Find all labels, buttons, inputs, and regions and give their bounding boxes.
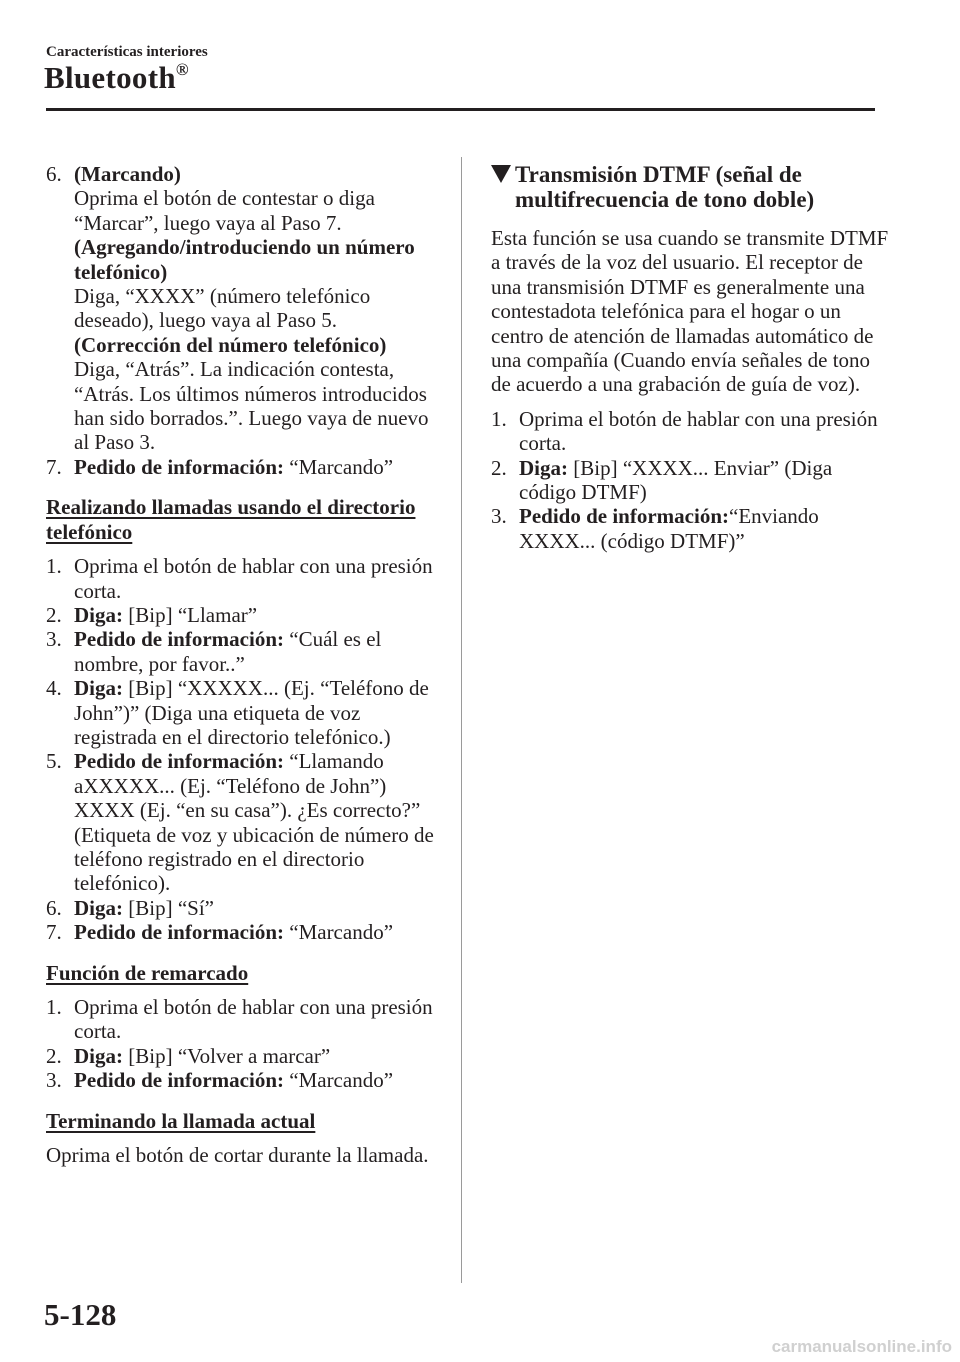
dtmf-intro: Esta función se usa cuando se transmite DTMF a través de la voz del usuario. El receptor de una transmisión DTMF es generalmente una contestadota telefónica para el hogar o un centro de atención de llamadas automático de una compañía (Cuando envía señales de tono de acuerdo a una grabación de guía de voz). — [491, 226, 889, 397]
right-column — [491, 162, 891, 553]
item-text: [Bip] “Sí” — [123, 895, 214, 920]
mode-heading-adding: (Agregando/introduciendo un número telefónico) — [74, 235, 415, 284]
item-label: Pedido de información: — [74, 749, 284, 774]
item-text: Diga, “Atrás”. La indicación contesta, “Atrás. Los últimos números introducidos han sido borrados.”. Luego vaya de nuevo al Paso 3. — [74, 357, 429, 455]
item-text: “Llamando aXXXXX... (Ej. “Teléfono de John”) XXXX (Ej. “en su casa”). ¿Es correcto?” (Etiqueta de voz y ubicación de número de teléfono registrado en el directorio telefónico). — [74, 749, 434, 896]
item-text: [Bip] “XXXX... Enviar” (Diga código DTMF) — [519, 455, 833, 505]
item-number: 1. — [46, 995, 62, 1019]
page-number: 5-128 — [44, 1297, 117, 1332]
list-item — [46, 920, 446, 944]
item-text: “Cuál es el nombre, por favor..” — [74, 627, 382, 676]
page-title-text: Bluetooth — [44, 60, 176, 95]
item-number: 2. — [46, 1043, 62, 1068]
item-label: Diga: — [74, 895, 123, 920]
section-header: Características interiores — [46, 44, 208, 60]
header-rule — [46, 108, 875, 111]
list-item — [46, 603, 446, 627]
item-text: [Bip] “Volver a marcar” — [123, 1043, 331, 1068]
list-item — [46, 455, 446, 479]
item-text: Oprima el botón de hablar con una presión corta. — [519, 406, 878, 456]
item-number: 5. — [46, 749, 62, 774]
left-column — [46, 162, 446, 1167]
item-label: Diga: — [74, 676, 123, 701]
item-number: 3. — [46, 1068, 62, 1093]
list-item — [491, 456, 891, 505]
column-divider — [461, 157, 462, 1283]
item-number: 7. — [46, 454, 62, 479]
subsection-heading-redial: Función de remarcado — [46, 960, 249, 985]
item-label: Diga: — [74, 602, 123, 627]
section-heading-dtmf — [491, 162, 891, 212]
item-number: 3. — [491, 504, 507, 529]
item-text: [Bip] “XXXXX... (Ej. “Teléfono de John”)” (Diga una etiqueta de voz registrada en el directorio telefónico.) — [74, 676, 429, 749]
list-item — [46, 1044, 446, 1068]
redial-steps — [46, 995, 446, 1093]
item-label: Pedido de información: — [74, 454, 284, 479]
item-number: 6. — [46, 895, 62, 920]
item-text: Oprima el botón de contestar o diga “Marcar”, luego vaya al Paso 7. — [74, 186, 375, 235]
item-text: Oprima el botón de hablar con una presión corta. — [74, 995, 433, 1044]
mode-heading-correction: (Corrección del número telefónico) — [74, 332, 387, 357]
item-number: 4. — [46, 676, 62, 701]
registered-mark: ® — [175, 60, 189, 79]
item-number: 2. — [46, 602, 62, 627]
item-label: Pedido de información: — [74, 1068, 284, 1093]
item-label: Diga: — [519, 455, 568, 480]
item-number: 3. — [46, 627, 62, 652]
list-item — [46, 896, 446, 920]
triangle-marker-icon — [491, 165, 511, 183]
list-item — [46, 1068, 446, 1092]
item-number: 2. — [491, 455, 507, 480]
dtmf-steps — [491, 407, 891, 553]
list-item — [46, 162, 446, 455]
item-text: Oprima el botón de hablar con una presión corta. — [74, 554, 433, 603]
item-number: 7. — [46, 920, 62, 945]
list-item — [46, 995, 446, 1044]
list-item — [46, 749, 446, 895]
item-label: Pedido de información: — [519, 504, 729, 529]
directory-steps — [46, 554, 446, 945]
item-number: 1. — [491, 406, 507, 431]
list-item — [46, 554, 446, 603]
end-call-text: Oprima el botón de cortar durante la llamada. — [46, 1143, 429, 1168]
item-text: “Marcando” — [284, 920, 394, 945]
section-heading-text: Transmisión DTMF (señal de multifrecuencia de tono doble) — [515, 162, 815, 212]
subsection-heading-directory: Realizando llamadas usando el directorio telefónico — [46, 495, 416, 544]
watermark: carmanualsonline.info — [771, 1337, 952, 1356]
item-label: Pedido de información: — [74, 627, 284, 652]
mode-heading-dialing: (Marcando) — [74, 162, 181, 186]
item-number: 6. — [46, 162, 62, 186]
item-label: Diga: — [74, 1043, 123, 1068]
list-item — [46, 676, 446, 749]
item-number: 1. — [46, 554, 62, 579]
list-item — [46, 627, 446, 676]
item-text: [Bip] “Llamar” — [123, 602, 258, 627]
list-item — [491, 504, 891, 553]
item-text: “Enviando XXXX... (código DTMF)” — [519, 504, 819, 553]
subsection-heading-end-call: Terminando la llamada actual — [46, 1108, 316, 1133]
item-text: “Marcando” — [284, 1068, 394, 1093]
item-label: Pedido de información: — [74, 920, 284, 945]
item-text: “Marcando” — [284, 454, 394, 479]
list-item — [491, 407, 891, 456]
page-title — [44, 60, 189, 96]
item-text: Diga, “XXXX” (número telefónico deseado), luego vaya al Paso 5. — [74, 284, 371, 333]
